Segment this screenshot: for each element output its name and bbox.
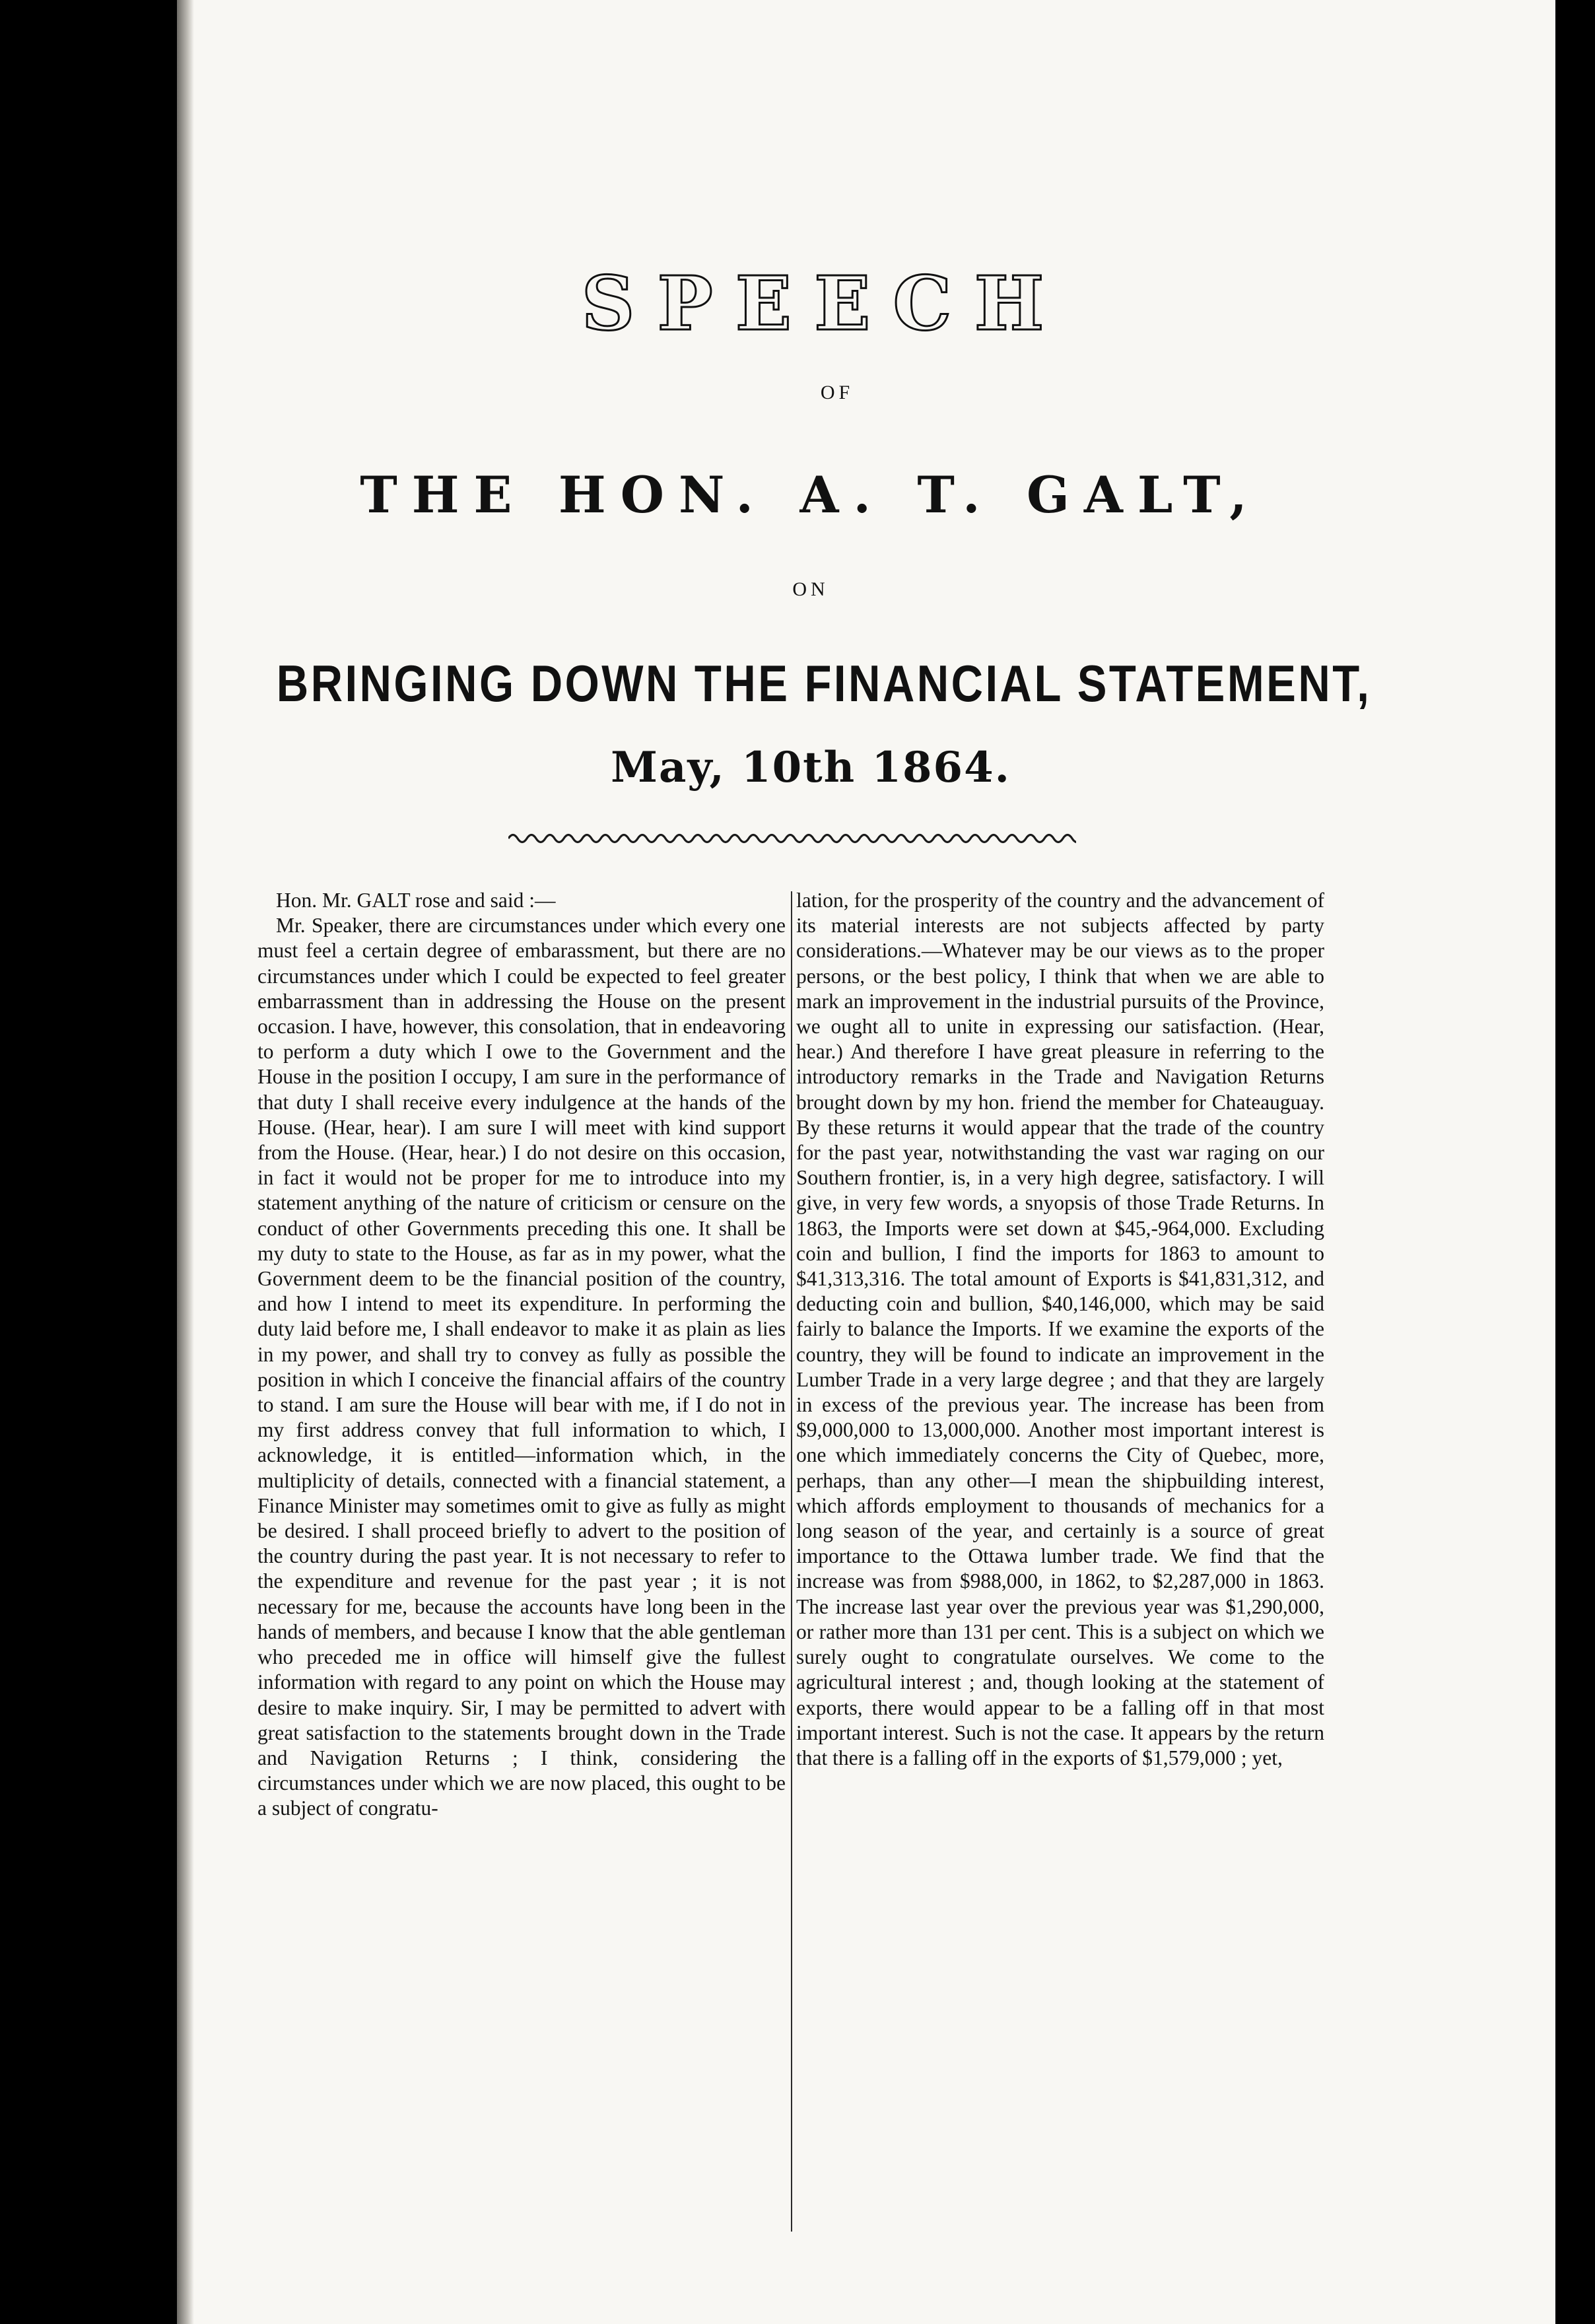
title-name: THE HON. A. T. GALT, — [360, 465, 1262, 524]
paragraph-left: Mr. Speaker, there are circumstances under which every one must feel a certain degree of embarassment, but there are no circumstances under which I could be expected to feel greater embarrassment than in addressing the House on the present occasion. I have, however, this consolation, that in endeavoring to perform a duty which I owe to the Government and the House in the position I occupy, I am sure in the performance of that duty I shall receive every indulgence at the hands of the House. (Hear, hear). I am sure I will meet with kind support from the House. (Hear, hear.) I do not desire on this occasion, in fact it would not be proper for me to introduce into my statement anything of the nature of criticism or censure on the conduct of other Governments preceding this one. It shall be my duty to state to the House, as far as in my power, what the Government deem to be the financial position of the country, and how I intend to meet its expenditure. In performing the duty laid before me, I shall endeavor to make it as plain as lies in my power, and shall try to convey as fully as possible the position in which I conceive the financial affairs of the country to stand. I am sure the House will bear with me, if I do not in my first address convey that full information to which, I acknowledge, it is entitled—information which, in the multiplicity of details, connected with a financial statement, a Finance Minister may sometimes omit to give as fully as might be desired. I shall proceed briefly to advert to the position of the country during the past year. It is not necessary to refer to the expenditure and revenue for the past year ; it is not necessary for me, because the accounts have long been in the hands of members, and because I know that the able gentleman who preceded me in office will himself give the fullest information with regard to any point on which the House may desire to make inquiry. Sir, I may be permitted to advert with great satisfaction to the statements brought down in the Trade and Navigation Returns ; I think, considering the circumstances under which we are now placed, this ought to be a subject of congratu- — [257, 914, 786, 1820]
wavy-rule-ornament — [508, 829, 1076, 848]
title-subject: BRINGING DOWN THE FINANCIAL STATEMENT, — [276, 654, 1372, 712]
column-divider — [791, 891, 792, 2232]
title-on: ON — [792, 578, 829, 600]
title-date: May, 10th 1864. — [611, 743, 1011, 792]
title-of: OF — [820, 382, 854, 403]
text-column-right — [796, 888, 1324, 2238]
title-speech: SPEECH — [581, 261, 1067, 347]
paragraph-right: lation, for the prosperity of the country and the advancement of its material interests are not subjects affected by party considerations.—Whatever may be our views as to the proper persons, or the best policy, I think that when we are able to mark an improvement in the industrial pursuits of the Province, we ought all to unite in expressing our satisfaction. (Hear, hear.) And therefore I have great pleasure in referring to the introductory remarks in the Trade and Navigation Returns brought down by my hon. friend the member for Chateauguay. By these returns it would appear that the trade of the country for the past year, notwithstanding the vast war raging on our Southern frontier, is, in a very high degree, satisfactory. I will give, in very few words, a snyopsis of those Trade Returns. In 1863, the Imports were set down at $45,-964,000. Excluding coin and bullion, I find the imports for 1863 to amount to $41,313,316. The total amount of Exports is $41,831,312, and deducting coin and bullion, $40,146,000, which may be said fairly to balance the Imports. If we examine the exports of the country, they will be found to indicate an improvement in the Lumber Trade in a very large degree ; and that they are largely in excess of the previous year. The increase has been from $9,000,000 to 13,000,000. Another most important interest is one which immediately concerns the City of Quebec, more, perhaps, than any other—I mean the shipbuilding interest, which affords employment to thousands of mechanics for a long season of the year, and certainly is a source of great importance to the Ottawa lumber trade. We find that the increase was from $988,000, in 1862, to $2,287,000 in 1863. The increase last year over the previous year was $1,290,000, or rather more than 131 per cent. This is a subject on which we surely ought to congratulate ourselves. We come to the agricultural interest ; and, though looking at the statement of exports, there would appear to be a falling off in that most important interest. Such is not the case. It appears by the return that there is a falling off in the exports of $1,579,000 ; yet, — [796, 889, 1324, 1769]
scan-border — [1555, 0, 1595, 2324]
opening-line: Hon. Mr. GALT rose and said :— — [276, 889, 556, 912]
page-edge-shadow — [177, 0, 194, 2324]
text-column-left — [257, 888, 786, 2238]
